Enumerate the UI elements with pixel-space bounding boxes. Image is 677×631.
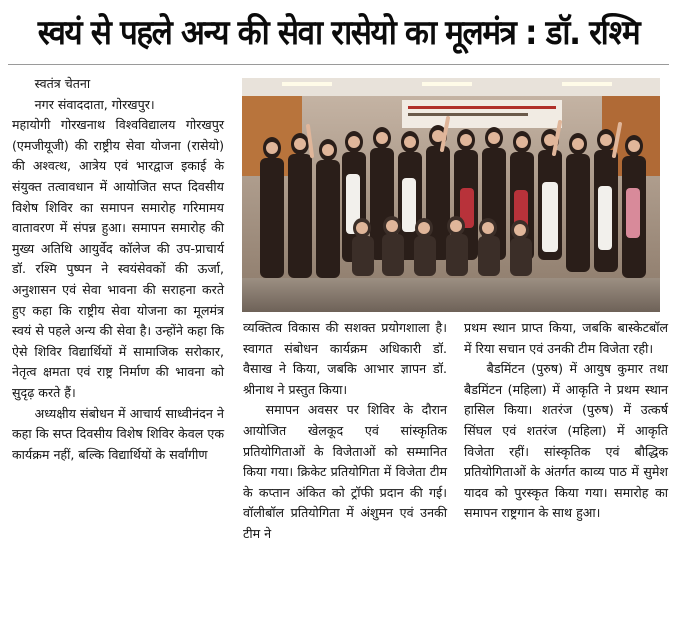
dateline-source: स्वतंत्र चेतना: [34, 76, 91, 91]
headline-rule: [8, 64, 669, 65]
headline: स्वयं से पहले अन्य की सेवा रासेयो का मूलमंत्र : डॉ. रश्मि: [37, 13, 640, 53]
group-photo: [242, 78, 660, 312]
paragraph-4: समापन अवसर पर शिविर के दौरान आयोजित खेलकूद एवं सांस्कृतिक प्रतियोगिताओं के विजेताओं को सम्मानित किया गया। क्रिकेट प्रतियोगिता में विजेता टीम के कप्तान अंकित को ट्रॉफी प्रदान की गई। वॉलीबॉल प्रतियोगिता में अंशुमन एवं उनकी टीम ने: [243, 402, 447, 541]
paragraph-1: महायोगी गोरखनाथ विश्वविद्यालय गोरखपुर (एमजीयूजी) की राष्ट्रीय सेवा योजना (रासेयो) की अश्वत्थ, आत्रेय एवं भारद्वाज इकाई के संयुक्त तत्वावधान में आयोजित सप्त दिवसीय विशेष शिविर का समापन समारोह गरिमामय वातावरण में संपन्न हुआ। समापन समारोह की मुख्य अतिथि आयुर्वेद कॉलेज की उप-प्राचार्य डॉ. रश्मि पुष्पन ने स्वयंसेवकों की ऊर्जा, अनुशासन एवं सेवा भावना की सराहना करते हुए कहा कि राष्ट्रीय सेवा योजना का मूलमंत्र स्वयं से पहले अन्य की सेवा है। उन्होंने कहा कि ऐसे शिविर विद्यार्थियों में सामाजिक सरोकार, नेतृत्व क्षमता एवं राष्ट्र निर्माण की भावना को सुदृढ़ करते हैं।: [12, 117, 224, 400]
group-photo-image: [242, 78, 660, 312]
dateline-reporter: नगर संवाददाता, गोरखपुर।: [34, 96, 155, 112]
paragraph-2: अध्यक्षीय संबोधन में आचार्य साध्वीनंदन ने कहा कि सप्त दिवसीय विशेष शिविर केवल एक कार्यक्रम नहीं, बल्कि विद्यार्थियों के सर्वांगीण: [12, 405, 224, 462]
dateline: [12, 74, 224, 115]
article-column-right: [464, 318, 668, 524]
article-column-left: [12, 74, 224, 465]
paragraph-6: बैडमिंटन (पुरुष) में आयुष कुमार तथा बैडमिंटन (महिला) में आकृति ने प्रथम स्थान हासिल किया। शतरंज (पुरुष) में उत्कर्ष सिंघल एवं शतरंज (महिला) में आकृति विजेता रहीं। सांस्कृतिक एवं बौद्धिक प्रतियोगिताओं के अंतर्गत काव्य पाठ में सुमेश यादव को पुरस्कृत किया गया। समारोह का समापन राष्ट्रगान के साथ हुआ।: [464, 361, 668, 521]
paragraph-5: प्रथम स्थान प्राप्त किया, जबकि बास्केटबॉल में रिया सचान एवं उनकी टीम विजेता रही।: [464, 320, 668, 356]
article-column-middle: [243, 318, 447, 545]
paragraph-3: व्यक्तित्व विकास की सशक्त प्रयोगशाला है। स्वागत संबोधन कार्यक्रम अधिकारी डॉ. वैसाख ने किया, जबकि आभार ज्ञापन डॉ. श्रीनाथ ने प्रस्तुत किया।: [243, 320, 447, 397]
